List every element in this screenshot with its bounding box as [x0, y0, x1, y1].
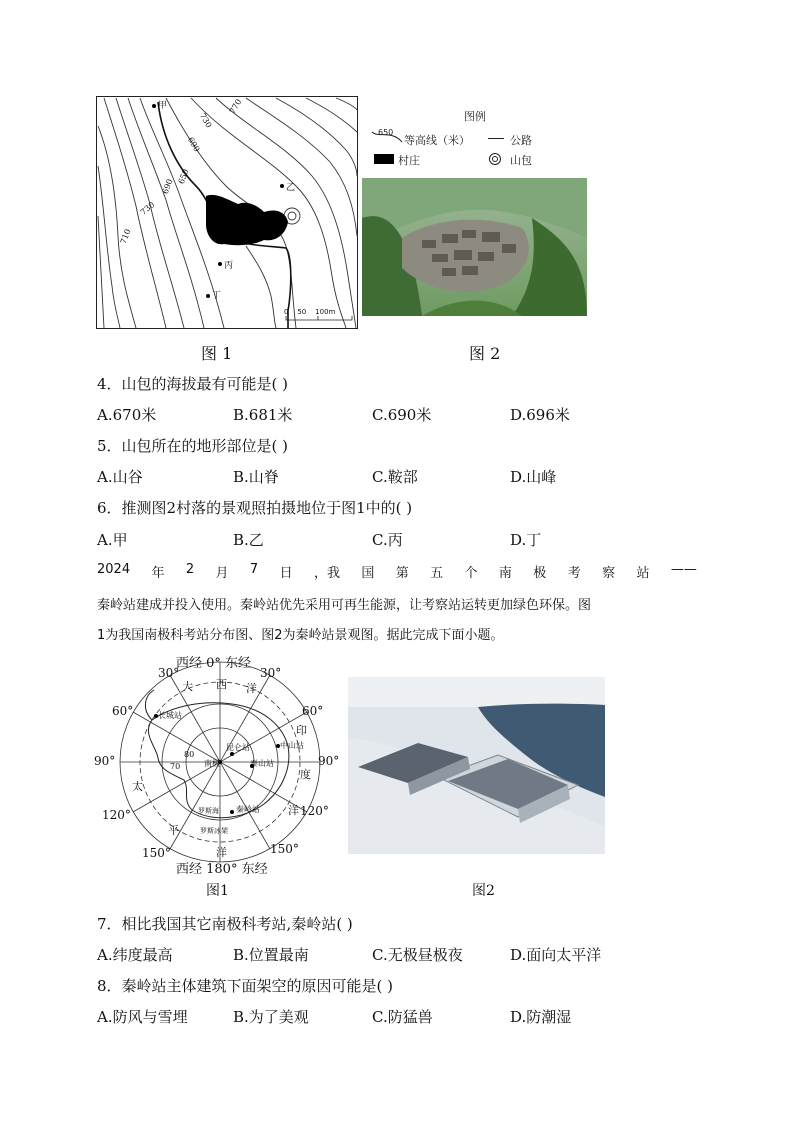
q4-option-c[interactable]: C.690米 [372, 406, 432, 424]
contour-730b: 730 [138, 200, 157, 217]
polar-l90: 90° [94, 754, 116, 768]
legend-contour: 等高线（米） [404, 134, 470, 147]
qinling-station-photo [348, 677, 605, 854]
village-symbol-icon [374, 154, 394, 164]
ocean-label: 西 [216, 678, 227, 691]
label-ding: 丁 [212, 291, 222, 301]
legend-road: 公路 [510, 134, 532, 147]
ocean-label: 印 [296, 724, 307, 737]
polar-l60: 60° [112, 704, 134, 718]
polar-r150: 150° [270, 842, 299, 856]
legend-village: 村庄 [398, 154, 420, 167]
q5-option-b[interactable]: B.山脊 [233, 468, 279, 486]
contour-690b: 690 [160, 177, 175, 196]
passage-word: 考 [567, 566, 581, 581]
q6-option-b[interactable]: B.乙 [233, 531, 264, 549]
passage-word: —— [670, 562, 697, 577]
q4-option-a[interactable]: A.670米 [97, 406, 157, 424]
contour-690a: 690 [185, 135, 202, 154]
ocean-label: 洋 [288, 804, 299, 817]
contour-710: 710 [118, 227, 133, 246]
passage-word: 年 [151, 566, 165, 581]
contour-770: 770 [227, 97, 244, 116]
passage-word: 第 [395, 566, 409, 581]
q4-option-b[interactable]: B.681米 [233, 406, 293, 424]
passage-line-2: 秦岭站建成并投入使用。秦岭站优先采用可再生能源，让考察站运转更加绿色环保。图 [97, 598, 592, 613]
q6-option-a[interactable]: A.甲 [97, 531, 128, 549]
polar-bottom-label: 西经 180° 东经 [176, 862, 268, 877]
passage-word: ，我 [313, 566, 340, 581]
legend [368, 104, 588, 174]
fig1-caption-bottom: 图1 [206, 883, 229, 899]
q5-option-a[interactable]: A.山谷 [97, 468, 143, 486]
polar-r30: 30° [260, 666, 282, 680]
station-label: 秦岭站 [236, 805, 260, 814]
fig2-caption-top: 图 2 [469, 344, 501, 363]
station-label: 泰山站 [250, 759, 274, 768]
latitude-label: 70 [170, 762, 181, 771]
q8-option-d[interactable]: D.防潮湿 [510, 1008, 572, 1026]
polar-r120: 120° [300, 804, 329, 818]
passage-word: 察 [602, 566, 616, 581]
passage-word: 南 [498, 566, 512, 581]
passage-word: 极 [533, 566, 547, 581]
polar-r90: 90° [318, 754, 340, 768]
contour-730a: 730 [197, 111, 214, 130]
passage-word: 个 [464, 566, 478, 581]
ocean-label: 太 [132, 780, 143, 793]
q7-option-a[interactable]: A.纬度最高 [97, 946, 173, 964]
label-bing: 丙 [224, 261, 234, 271]
contour-map [96, 96, 358, 329]
q7-option-b[interactable]: B.位置最南 [233, 946, 309, 964]
passage-line-1 [97, 562, 697, 581]
label-yi: 乙 [286, 183, 296, 193]
station-label: 昆仑站 [226, 743, 250, 752]
sea-label: 罗斯海 [198, 807, 219, 815]
passage-word: 日 [279, 566, 293, 581]
question-4-stem: 4．山包的海拔最有可能是( ) [97, 375, 289, 393]
passage-word: 国 [361, 566, 375, 581]
passage-word: 月 [215, 566, 229, 581]
polar-l120: 120° [102, 808, 131, 822]
ocean-label: 洋 [216, 846, 227, 859]
legend-title: 图例 [464, 110, 486, 123]
polar-l30: 30° [158, 666, 180, 680]
polar-r60: 60° [302, 704, 324, 718]
ocean-label: 大 [182, 680, 193, 693]
q5-option-d[interactable]: D.山峰 [510, 468, 557, 486]
passage-word: 7 [249, 562, 259, 577]
passage-word: 站 [636, 566, 650, 581]
legend-contour-value: 650 [378, 128, 394, 137]
passage-word: 2 [185, 562, 195, 577]
passage-word: 2024 [97, 562, 131, 577]
q8-option-a[interactable]: A.防风与雪埋 [97, 1008, 188, 1026]
pole-label: 南极 [204, 759, 220, 768]
polar-l150: 150° [142, 846, 171, 860]
station-label: 长城站 [158, 711, 182, 720]
q4-option-d[interactable]: D.696米 [510, 406, 570, 424]
fig2-caption-bottom: 图2 [472, 883, 495, 899]
ocean-label: 度 [300, 768, 311, 781]
q6-option-c[interactable]: C.丙 [372, 531, 403, 549]
q7-option-d[interactable]: D.面向太平洋 [510, 946, 602, 964]
legend-hill: 山包 [510, 154, 532, 167]
label-jia: 甲 [158, 101, 168, 111]
ocean-label: 洋 [246, 682, 257, 695]
passage-line-3: 1为我国南极科考站分布图、图2为秦岭站景观图。据此完成下面小题。 [97, 628, 504, 643]
q7-option-c[interactable]: C.无极昼极夜 [372, 946, 463, 964]
scale-label: 0 50 100m [284, 308, 336, 316]
q8-option-c[interactable]: C.防猛兽 [372, 1008, 433, 1026]
q5-option-c[interactable]: C.鞍部 [372, 468, 418, 486]
question-5-stem: 5．山包所在的地形部位是( ) [97, 437, 289, 455]
road-symbol-icon [488, 138, 504, 139]
question-7-stem: 7．相比我国其它南极科考站,秦岭站( ) [97, 915, 353, 933]
latitude-label: 80 [184, 750, 195, 759]
passage-word: 五 [430, 566, 444, 581]
sea-label: 罗斯冰架 [200, 827, 228, 835]
q8-option-b[interactable]: B.为了美观 [233, 1008, 309, 1026]
antarctic-polar-map [92, 650, 342, 880]
question-8-stem: 8．秦岭站主体建筑下面架空的原因可能是( ) [97, 977, 394, 995]
contour-650: 650 [176, 167, 191, 186]
ocean-label: 平 [168, 824, 179, 837]
fig1-caption-top: 图 1 [201, 344, 233, 363]
contour-map-svg [96, 96, 358, 329]
hill-symbol-icon [488, 152, 502, 169]
question-6-stem: 6．推测图2村落的景观照拍摄地位于图1中的( ) [97, 499, 413, 517]
q6-option-d[interactable]: D.丁 [510, 531, 542, 549]
village-photo [362, 178, 587, 316]
station-label: 中山站 [280, 741, 304, 750]
polar-top-label: 西经 0° 东经 [176, 656, 252, 671]
